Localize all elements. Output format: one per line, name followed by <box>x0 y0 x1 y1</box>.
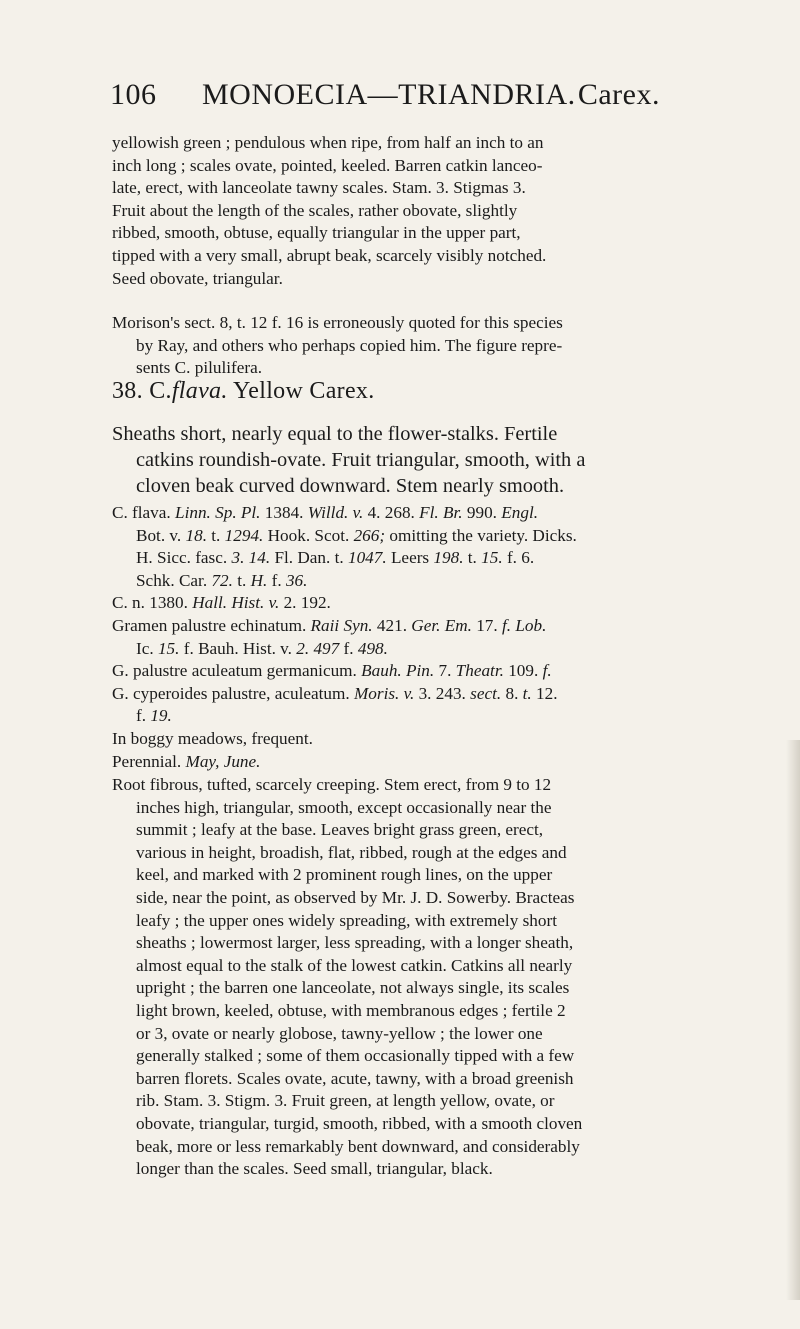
synonym-segment: 17. <box>471 615 502 635</box>
text-line: longer than the scales. Seed small, triangular, black. <box>136 1159 493 1179</box>
synonym-segment: Bauh. Hist. v. <box>198 638 292 658</box>
synonym-segment: 498. <box>353 638 388 658</box>
running-genus: Carex. <box>577 78 660 111</box>
text-line: beak, more or less remarkably bent downward, and considerably <box>136 1136 580 1156</box>
synonym-segment: C. flava. <box>112 503 176 522</box>
synonym-segment: Bot. v. <box>136 525 182 545</box>
synonym-segment: 8. <box>501 683 523 703</box>
synonym-segment: H. Sicc. fasc. <box>136 548 228 568</box>
synonym-segment: Bauh. Pin. <box>361 661 435 681</box>
synonym-segment: f. Lob. <box>501 615 547 635</box>
synonym-segment: 2. 192. <box>279 593 331 613</box>
synonym-segment: 1384. <box>260 503 308 522</box>
text-line: sents C. pilulifera. <box>136 358 263 378</box>
diagnosis-line: cloven beak curved downward. Stem nearly smooth. <box>136 474 565 497</box>
running-title: MONOECIA—TRIANDRIA. <box>202 78 576 111</box>
species-diagnosis <box>112 422 678 499</box>
synonym-segment: 36. <box>281 570 308 590</box>
text-line: leafy ; the upper ones widely spreading, with extremely short <box>136 910 557 930</box>
flowering-time: May, June. <box>185 751 261 771</box>
text-line-4: ribbed, smooth, obtuse, equally triangular in the upper part, <box>112 223 521 243</box>
text-line: Root fibrous, tufted, scarcely creeping. Stem erect, from 9 to 12 <box>112 775 552 794</box>
page-edge-shadow <box>786 740 800 1300</box>
synonym-line <box>112 615 672 638</box>
synonym-segment: f. 6. <box>506 548 535 568</box>
synonym-line <box>112 502 672 525</box>
synonym-segment: Hall. Hist. v. <box>192 593 280 613</box>
synonym-segment: Linn. Sp. Pl. <box>175 503 261 522</box>
morison-note <box>112 312 672 380</box>
text-line: Morison's sect. 8, t. 12 f. 16 is erroneously quoted for this species <box>112 313 563 332</box>
species-description <box>112 774 672 1181</box>
synonym-segment: Engl. <box>501 503 539 522</box>
synonym-segment: 2. 497 <box>291 638 344 658</box>
synonym-segment: Moris. v. <box>353 683 415 703</box>
synonym-segment: Ger. Em. <box>411 615 472 635</box>
synonym-segment: 12. <box>531 683 558 703</box>
species-number: 38. <box>112 378 143 404</box>
text-line: obovate, triangular, turgid, smooth, ribbed, with a smooth cloven <box>136 1113 583 1133</box>
text-line-2: late, erect, with lanceolate tawny scales. Stam. 3. Stigmas 3. <box>112 178 526 198</box>
synonym-segment: 990. <box>462 503 502 522</box>
text-line: side, near the point, as observed by Mr. J. D. Sowerby. Bracteas <box>136 887 575 907</box>
species-heading <box>112 378 375 405</box>
synonym-segment: Willd. v. <box>307 503 364 522</box>
synonym-segment: Raii Syn. <box>310 615 373 635</box>
duration-flowering <box>112 751 672 774</box>
text-line-6: Seed obovate, triangular. <box>112 268 283 288</box>
synonym-segment: 15. <box>476 548 507 568</box>
text-line: barren florets. Scales ovate, acute, tawny, with a broad greenish <box>136 1068 574 1088</box>
synonym-segment: 1294. <box>220 525 268 545</box>
synonym-line <box>112 547 672 570</box>
synonym-segment: t. <box>467 548 477 568</box>
synonym-segment: t. <box>237 570 247 590</box>
page-number: 106 <box>110 78 157 111</box>
synonym-segment: f. <box>542 661 552 681</box>
synonym-segment: Theatr. <box>455 661 504 681</box>
synonym-segment: 7. <box>434 661 456 681</box>
synonymy-list <box>112 502 672 728</box>
synonym-segment: Ic. <box>136 638 154 658</box>
synonym-segment: Fl. Br. <box>419 503 463 522</box>
synonym-segment: sect. <box>470 683 502 703</box>
synonym-segment: 1047. <box>343 548 391 568</box>
synonym-line <box>112 638 672 661</box>
text-line: keel, and marked with 2 prominent rough lines, on the upper <box>136 865 553 885</box>
species-epithet: flava. <box>171 378 228 404</box>
synonym-segment: 421. <box>372 615 412 635</box>
synonym-segment: 19. <box>146 706 172 726</box>
text-line-3: Fruit about the length of the scales, rather obovate, slightly <box>112 200 518 220</box>
synonym-segment: Hook. Scot. <box>267 525 350 545</box>
synonym-segment: t. <box>522 683 532 703</box>
text-line: or 3, ovate or nearly globose, tawny-yellow ; the lower one <box>136 1023 543 1043</box>
text-line: inches high, triangular, smooth, except occasionally near the <box>136 797 552 817</box>
synonym-segment: 3. 14. <box>227 548 275 568</box>
synonym-segment: Schk. Car. <box>136 570 208 590</box>
synonym-segment: 109. <box>503 661 543 681</box>
synonym-segment: Gramen palustre echinatum. <box>112 615 311 635</box>
text-line-1: inch long ; scales ovate, pointed, keeled. Barren catkin lanceo- <box>112 155 543 175</box>
synonym-line <box>112 570 672 593</box>
synonym-segment: f. <box>183 638 194 658</box>
habitat: In boggy meadows, frequent. <box>112 729 313 748</box>
diagnosis-line: catkins roundish-ovate. Fruit triangular, smooth, with a <box>136 448 586 471</box>
synonym-segment: 72. <box>207 570 238 590</box>
text-line <box>112 155 672 291</box>
text-line: almost equal to the stalk of the lowest catkin. Catkins all nearly <box>136 955 573 975</box>
synonym-segment: 198. <box>429 548 468 568</box>
synonym-segment: 266; <box>349 525 390 545</box>
synonym-line <box>112 683 672 706</box>
synonym-segment: H. <box>246 570 272 590</box>
synonym-segment: G. cyperoides palustre, aculeatum. <box>112 683 354 703</box>
duration: Perennial. <box>112 751 182 771</box>
synonym-line <box>112 660 672 683</box>
synonym-segment: Leers <box>390 548 430 568</box>
species-abbr: C. <box>149 378 172 404</box>
running-header <box>110 78 660 118</box>
synonym-line <box>112 705 672 728</box>
synonym-segment: Fl. Dan. t. <box>274 548 344 568</box>
text-line: light brown, keeled, obtuse, with membranous edges ; fertile 2 <box>136 1000 566 1020</box>
text-line: summit ; leafy at the base. Leaves bright grass green, erect, <box>136 820 544 840</box>
text-line: generally stalked ; some of them occasionally tipped with a few <box>136 1046 575 1066</box>
synonym-line <box>112 525 672 548</box>
habitat-block <box>112 728 672 773</box>
synonym-segment: f. <box>271 570 282 590</box>
text-line: rib. Stam. 3. Stigm. 3. Fruit green, at length yellow, ovate, or <box>136 1091 555 1111</box>
synonym-segment: 15. <box>153 638 184 658</box>
synonym-segment: t. <box>211 525 221 545</box>
species-common-name: Yellow Carex. <box>233 378 375 404</box>
synonym-segment: 4. 268. <box>363 503 420 522</box>
text-line <box>112 132 672 155</box>
text-line: sheaths ; lowermost larger, less spreading, with a longer sheath, <box>136 933 574 953</box>
synonym-segment: Dicks. <box>532 525 577 545</box>
synonym-segment: 18. <box>181 525 212 545</box>
synonym-segment: f. <box>136 706 147 726</box>
text-line: by Ray, and others who perhaps copied him. The figure repre- <box>136 335 563 355</box>
synonym-segment: 3. 243. <box>414 683 471 703</box>
synonym-line <box>112 592 672 615</box>
text-line: various in height, broadish, flat, ribbed, rough at the edges and <box>136 842 567 862</box>
text-line-0: yellowish green ; pendulous when ripe, from half an inch to an <box>112 133 544 152</box>
text-line: upright ; the barren one lanceolate, not always single, its scales <box>136 978 570 998</box>
text-line-5: tipped with a very small, abrupt beak, scarcely visibly notched. <box>112 245 547 265</box>
synonym-segment: G. palustre aculeatum germanicum. <box>112 661 362 681</box>
diagnosis-line: Sheaths short, nearly equal to the flower-stalks. Fertile <box>112 423 558 445</box>
previous-species-description <box>112 132 672 290</box>
synonym-segment: omitting the variety. <box>389 525 529 545</box>
synonym-segment: C. n. 1380. <box>112 593 193 613</box>
synonym-segment: f. <box>343 638 354 658</box>
